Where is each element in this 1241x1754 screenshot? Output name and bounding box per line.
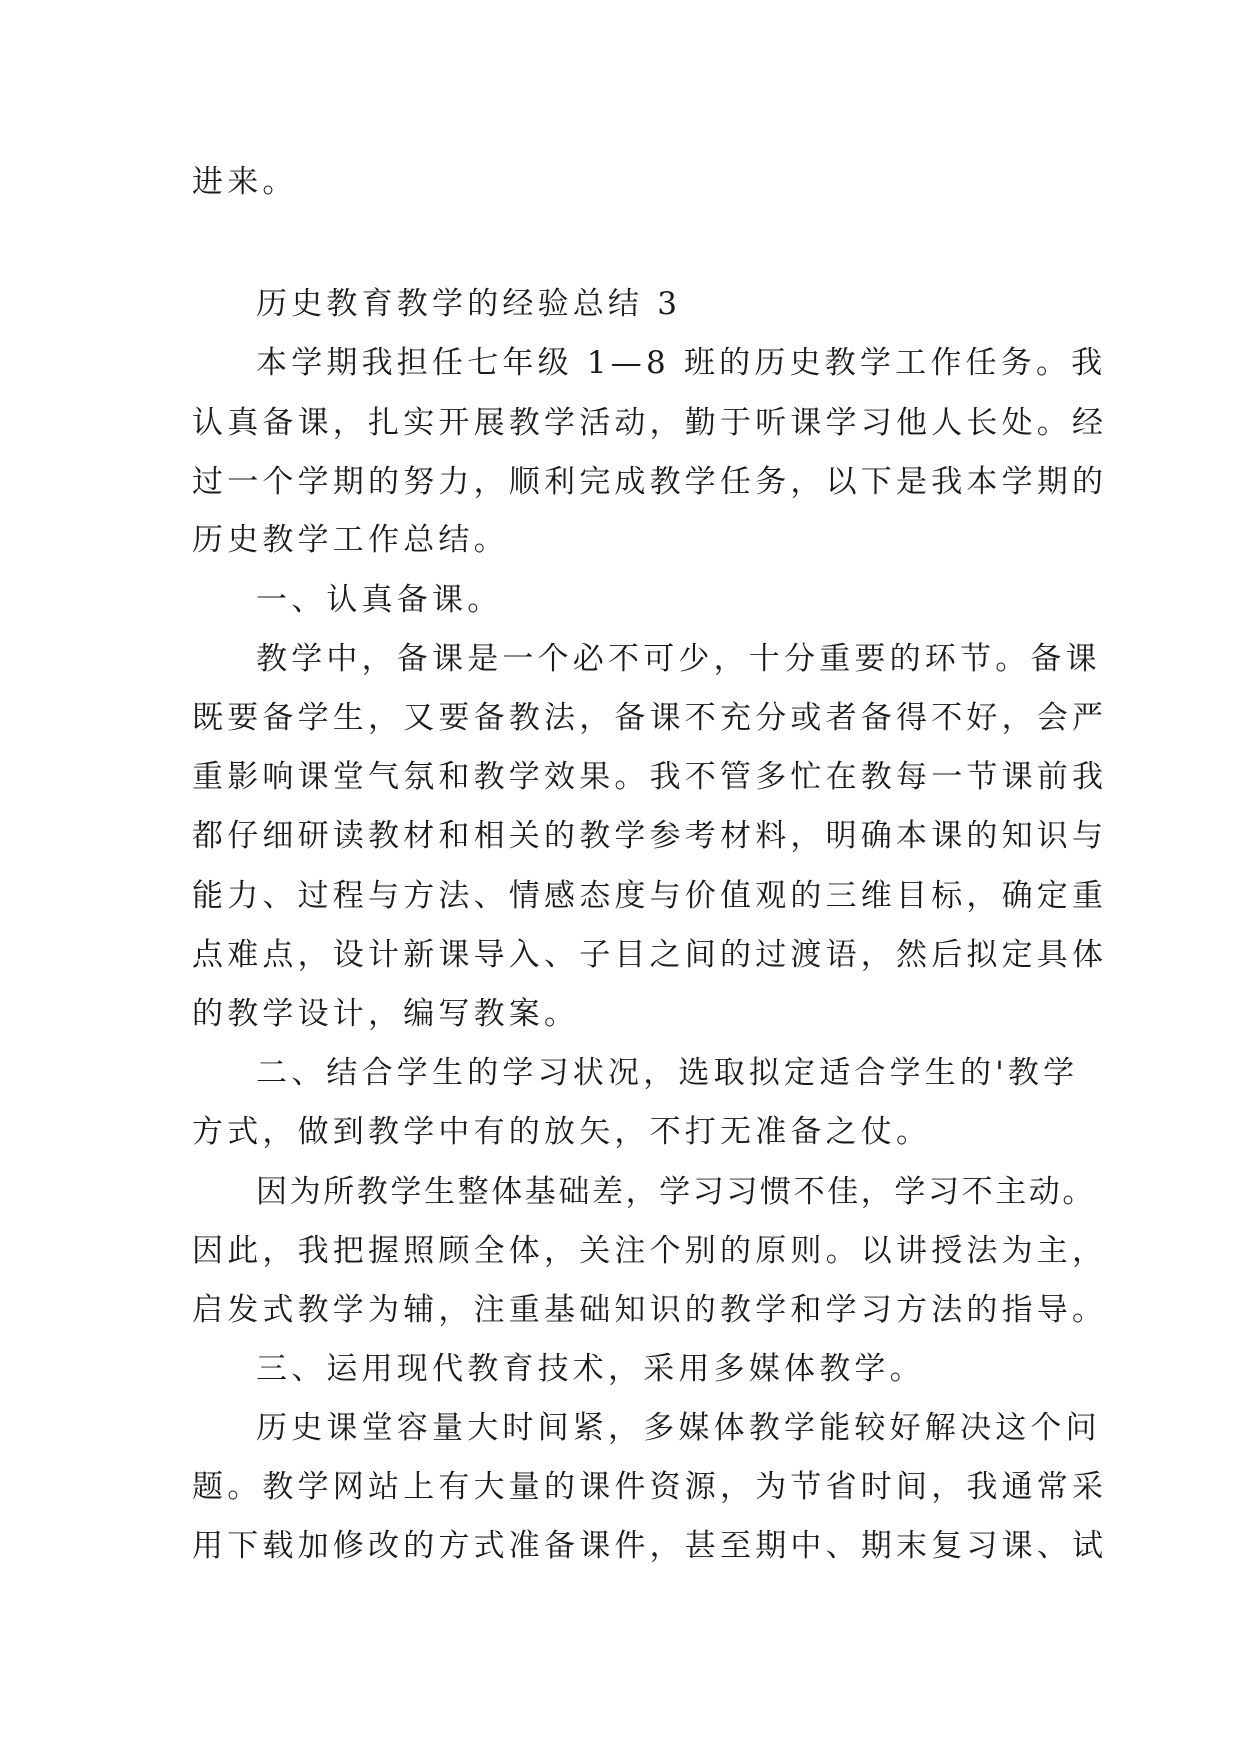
text-line: 既要备学生，又要备教法，备课不充分或者备得不好，会严 xyxy=(192,700,1108,736)
text-line: 过一个学期的努力，顺利完成教学任务，以下是我本学期的 xyxy=(192,464,1108,500)
subheading: 三、运用现代教育技术，采用多媒体教学。 xyxy=(256,1351,925,1387)
text-line: 历史教学工作总结。 xyxy=(192,522,509,558)
text-line: 本学期我担任七年级 1—8 班的历史教学工作任务。我 xyxy=(256,345,1107,381)
text-line: 因此，我把握照顾全体，关注个别的原则。以讲授法为主， xyxy=(192,1233,1108,1269)
text-line: 认真备课，扎实开展教学活动，勤于听课学习他人长处。经 xyxy=(192,405,1108,441)
subheading: 一、认真备课。 xyxy=(256,582,503,618)
text-line: 用下载加修改的方式准备课件，甚至期中、期末复习课、试 xyxy=(192,1528,1108,1564)
text-line: 因为所教学生整体基础差，学习习惯不佳，学习不主动。 xyxy=(256,1174,1096,1210)
text-line: 重影响课堂气氛和教学效果。我不管多忙在教每一节课前我 xyxy=(192,759,1108,795)
text-line: 的教学设计，编写教案。 xyxy=(192,996,580,1032)
text-line: 题。教学网站上有大量的课件资源，为节省时间，我通常采 xyxy=(192,1469,1108,1505)
text-line: 都仔细研读教材和相关的教学参考材料，明确本课的知识与 xyxy=(192,818,1108,854)
subheading: 二、结合学生的学习状况，选取拟定适合学生的'教学 xyxy=(256,1055,1079,1091)
text-line: 点难点，设计新课导入、子目之间的过渡语，然后拟定具体 xyxy=(192,937,1108,973)
section-heading: 历史教育教学的经验总结 3 xyxy=(256,286,682,322)
text-line: 教学中，备课是一个必不可少，十分重要的环节。备课 xyxy=(256,641,1101,677)
text-line: 能力、过程与方法、情感态度与价值观的三维目标，确定重 xyxy=(192,878,1108,914)
text-line: 方式，做到教学中有的放矢，不打无准备之仗。 xyxy=(192,1114,932,1150)
text-line: 启发式教学为辅，注重基础知识的教学和学习方法的指导。 xyxy=(192,1292,1108,1328)
text-line: 进来。 xyxy=(192,164,298,200)
text-line: 历史课堂容量大时间紧，多媒体教学能较好解决这个问 xyxy=(256,1410,1101,1446)
